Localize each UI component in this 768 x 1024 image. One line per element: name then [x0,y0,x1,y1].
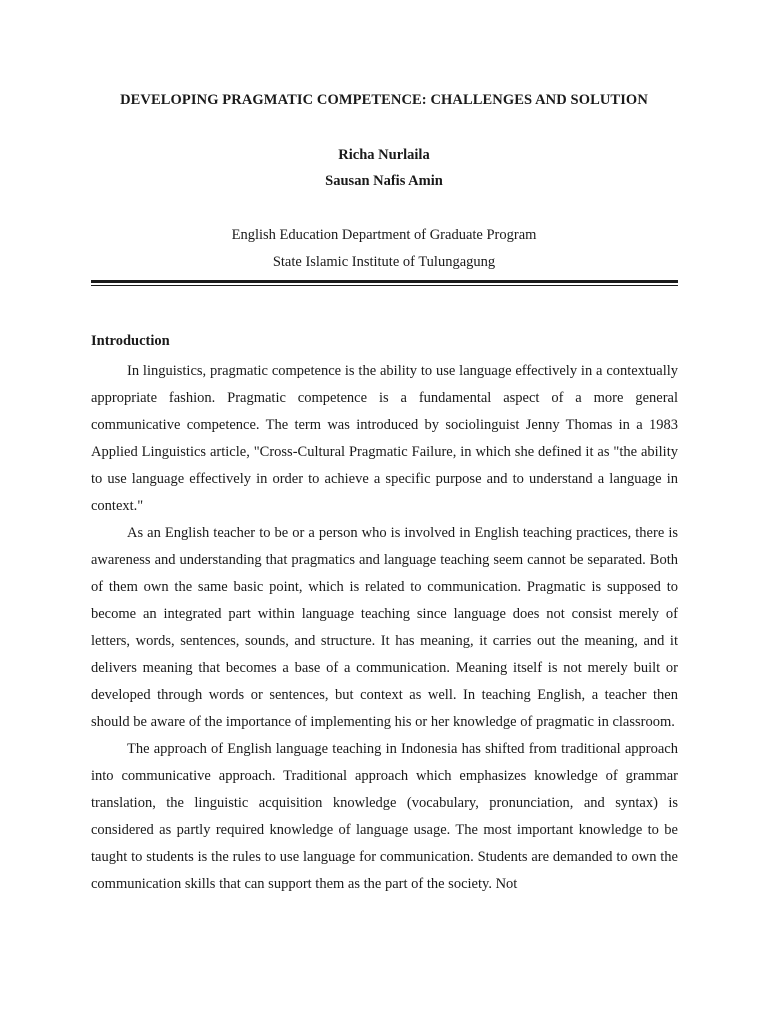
affiliation-institution: State Islamic Institute of Tulungagung [272,254,496,270]
paragraph: As an English teacher to be or a person who is involved in English teaching practices, there is awareness and understanding that pragmatics and language teaching seem cannot be separated. Both of them own the same basic point, which is related to communication. Pragmatic is supposed to become an integrated part within language teaching since language does not consist merely of letters, words, sentences, sounds, and structure. It has meaning, it carries out the meaning, and it delivers meaning that becomes a base of a communication. Meaning itself is not merely built or developed through words or sentences, but context as well. In teaching English, a teacher then should be aware of the importance of implementing his or her knowledge of pragmatic in classroom. [91,525,678,730]
paper-title: DEVELOPING PRAGMATIC COMPETENCE: CHALLENGES AND SOLUTION [120,92,648,108]
header-divider-thin [91,285,678,286]
affiliation-department: English Education Department of Graduate Program [231,227,537,243]
author-name: Sausan Nafis Amin [325,173,443,189]
section-heading: Introduction [91,333,170,349]
paragraph: The approach of English language teaching in Indonesia has shifted from traditional approach into communicative approach. Traditional approach which emphasizes knowledge of grammar translation, the linguistic acquisition knowledge (vocabulary, pronunciation, and syntax) is considered as partly required knowledge of language usage. The most important knowledge to be taught to students is the rules to use language for communication. Students are demanded to own the communication skills that can support them as the part of the society. Not [91,741,678,892]
author-name: Richa Nurlaila [338,147,430,163]
paragraph: In linguistics, pragmatic competence is the ability to use language effectively in a contextually appropriate fashion. Pragmatic competence is a fundamental aspect of a more general communicative competence. The term was introduced by sociolinguist Jenny Thomas in a 1983 Applied Linguistics article, "Cross-Cultural Pragmatic Failure, in which she defined it as "the ability to use language effectively in order to achieve a specific purpose and to understand a language in context." [91,363,678,514]
body-text [91,358,678,898]
header-divider-thick [91,280,678,283]
